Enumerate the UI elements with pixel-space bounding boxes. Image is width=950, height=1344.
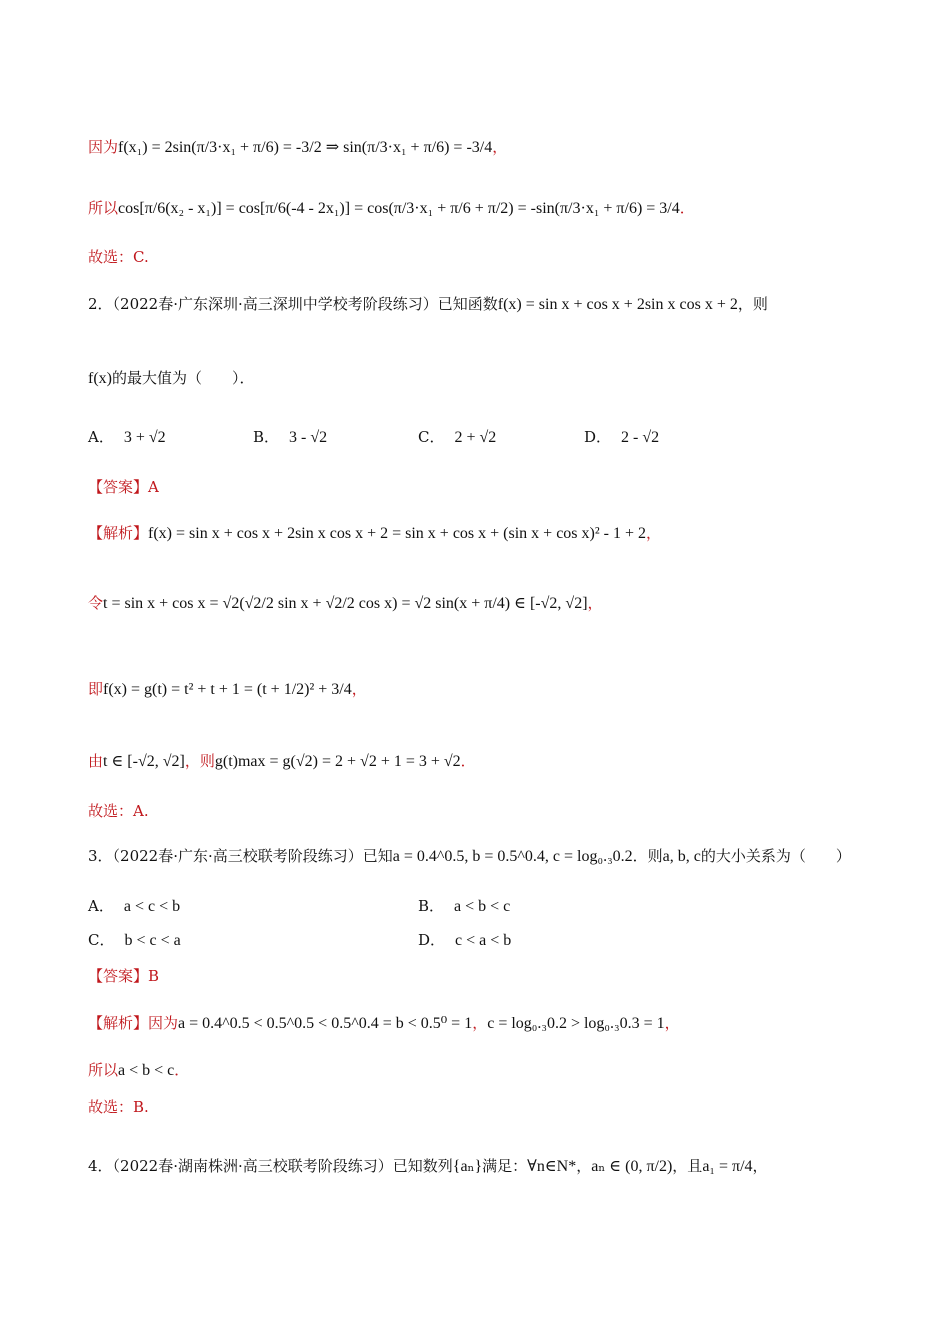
line2-suffix: ． (679, 199, 695, 217)
q2-analysis-label: 【解析】 (88, 524, 149, 542)
line1-prefix: 因为 (88, 138, 119, 156)
q2-option-c[interactable] (418, 426, 496, 447)
q3-option-d[interactable] (418, 929, 511, 950)
q4-stem-formula-4: a₁ = π/4 (702, 1158, 753, 1175)
q3-answer: 【答案】B (88, 967, 160, 985)
option-value: c < a < b (455, 932, 512, 949)
option-value: 3 - √2 (289, 429, 328, 446)
option-value: 3 + √2 (123, 429, 166, 446)
q4-stem-mid-1: 满足： (482, 1157, 528, 1175)
conclusion-q1: 故选：C. (88, 248, 149, 266)
q3-option-a[interactable] (88, 895, 180, 916)
q2-option-a[interactable] (88, 426, 166, 447)
q3-stem-suffix: 的大小关系为（ ） (700, 847, 851, 865)
q3-stem-prefix: 3．（2022春·广东·高三校联考阶段练习）已知 (88, 847, 393, 865)
q2-step4-formula-1: t ∈ [-√2, √2] (103, 753, 185, 770)
q3-analysis-formula-1: a = 0.4^0.5 < 0.5^0.5 < 0.5^0.4 = b < 0.5⁰ = 1 (178, 1015, 473, 1032)
q2-step2-suffix: ， (587, 594, 603, 612)
q4-stem-suffix: ， (752, 1157, 768, 1175)
q2-step4-mid: ，则 (184, 752, 215, 770)
q2-step3-prefix: 即 (88, 680, 104, 698)
q4-stem-formula-3: aₙ ∈ (0, π/2) (591, 1158, 673, 1175)
q2-analysis-1 (88, 522, 890, 545)
q2-step4-prefix: 由 (88, 752, 104, 770)
q2-analysis-2 (88, 592, 890, 615)
q2-stem-suffix: ，则 (737, 295, 768, 313)
q2-conclusion: 故选：A. (88, 802, 149, 820)
q4-stem-mid-2: ， (576, 1157, 592, 1175)
q2-stem2-text: 的最大值为（ ）． (111, 369, 255, 387)
option-value: b < c < a (124, 932, 181, 949)
derivation-line-1 (88, 136, 890, 159)
q3-analysis-2 (88, 1059, 890, 1082)
option-label: B． (418, 897, 445, 915)
q4-stem-formula-1: {aₙ} (452, 1158, 483, 1175)
option-label: D． (418, 931, 446, 949)
q3-analysis-suffix: ， (664, 1014, 680, 1032)
option-label: B． (253, 428, 280, 446)
q3-option-b[interactable] (418, 895, 510, 916)
q2-stem2-formula: f(x) (88, 370, 112, 387)
q4-stem-mid-3: ，且 (672, 1157, 703, 1175)
line2-formula: cos[π/6(x₂ - x₁)] = cos[π/6(-4 - 2x₁)] = cos(π/3·x₁ + π/6 + π/2) = -sin(π/3·x₁ + π/6) = 3/4 (118, 200, 680, 217)
q3-analysis-label: 【解析】因为 (88, 1014, 179, 1032)
q3-analysis-mid: ， (472, 1014, 488, 1032)
q2-stem-formula: f(x) = sin x + cos x + 2sin x cos x + 2 (497, 296, 738, 313)
q2-step4-suffix: ． (460, 752, 476, 770)
option-label: A． (88, 428, 114, 446)
q3-stem-formula: a = 0.4^0.5, b = 0.5^0.4, c = log₀.₃0.2 (392, 848, 633, 865)
q3-stem (88, 845, 890, 868)
q3-analysis-formula-2: c = log₀.₃0.2 > log₀.₃0.3 = 1 (487, 1015, 665, 1032)
derivation-line-2 (88, 197, 890, 220)
q3-stem-mid: ．则 (632, 847, 663, 865)
option-value: a < b < c (454, 898, 511, 915)
q2-stem (88, 293, 890, 316)
q2-step3-suffix: ， (351, 680, 367, 698)
q2-stem-2 (88, 367, 890, 390)
q2-step4-formula-2: g(t)max = g(√2) = 2 + √2 + 1 = 3 + √2 (214, 753, 461, 770)
option-label: C． (418, 428, 445, 446)
line1-suffix: ， (492, 138, 508, 156)
q3-analysis-1 (88, 1012, 890, 1035)
q2-answer: 【答案】A (88, 478, 159, 496)
line1-formula: f(x₁) = 2sin(π/3·x₁ + π/6) = -3/2 ⇒ sin(π/3·x₁ + π/6) = -3/4 (118, 139, 493, 156)
option-label: D． (584, 428, 612, 446)
q3-step2-formula: a < b < c (118, 1062, 175, 1079)
q4-stem (88, 1155, 890, 1178)
line2-prefix: 所以 (88, 199, 119, 217)
q3-step2-suffix: ． (174, 1061, 190, 1079)
q3-conclusion: 故选：B. (88, 1098, 149, 1116)
q2-option-d[interactable] (584, 426, 659, 447)
q2-stem-prefix: 2．（2022春·广东深圳·高三深圳中学校考阶段练习）已知函数 (88, 295, 498, 313)
q2-step2-prefix: 令 (88, 594, 104, 612)
option-value: 2 + √2 (454, 429, 497, 446)
q2-analysis-3 (88, 678, 890, 701)
q3-option-c[interactable] (88, 929, 181, 950)
option-label: A． (88, 897, 114, 915)
q2-analysis-4 (88, 750, 890, 773)
q3-stem-formula-2: a, b, c (662, 848, 701, 865)
option-value: a < c < b (123, 898, 181, 915)
q2-option-b[interactable] (253, 426, 327, 447)
q3-step2-prefix: 所以 (88, 1061, 119, 1079)
q2-analysis-formula-1: f(x) = sin x + cos x + 2sin x cos x + 2 = sin x + cos x + (sin x + cos x)² - 1 + 2 (148, 525, 646, 542)
option-value: 2 - √2 (621, 429, 660, 446)
q2-step2-formula: t = sin x + cos x = √2(√2/2 sin x + √2/2 cos x) = √2 sin(x + π/4) ∈ [-√2, √2] (103, 595, 588, 612)
q4-stem-formula-2: ∀n∈N* (527, 1158, 577, 1175)
q2-analysis-suffix-1: ， (646, 524, 662, 542)
q4-stem-prefix: 4．（2022春·湖南株洲·高三校联考阶段练习）已知数列 (88, 1157, 453, 1175)
q2-step3-formula: f(x) = g(t) = t² + t + 1 = (t + 1/2)² + 3/4 (103, 681, 352, 698)
option-label: C． (88, 931, 115, 949)
